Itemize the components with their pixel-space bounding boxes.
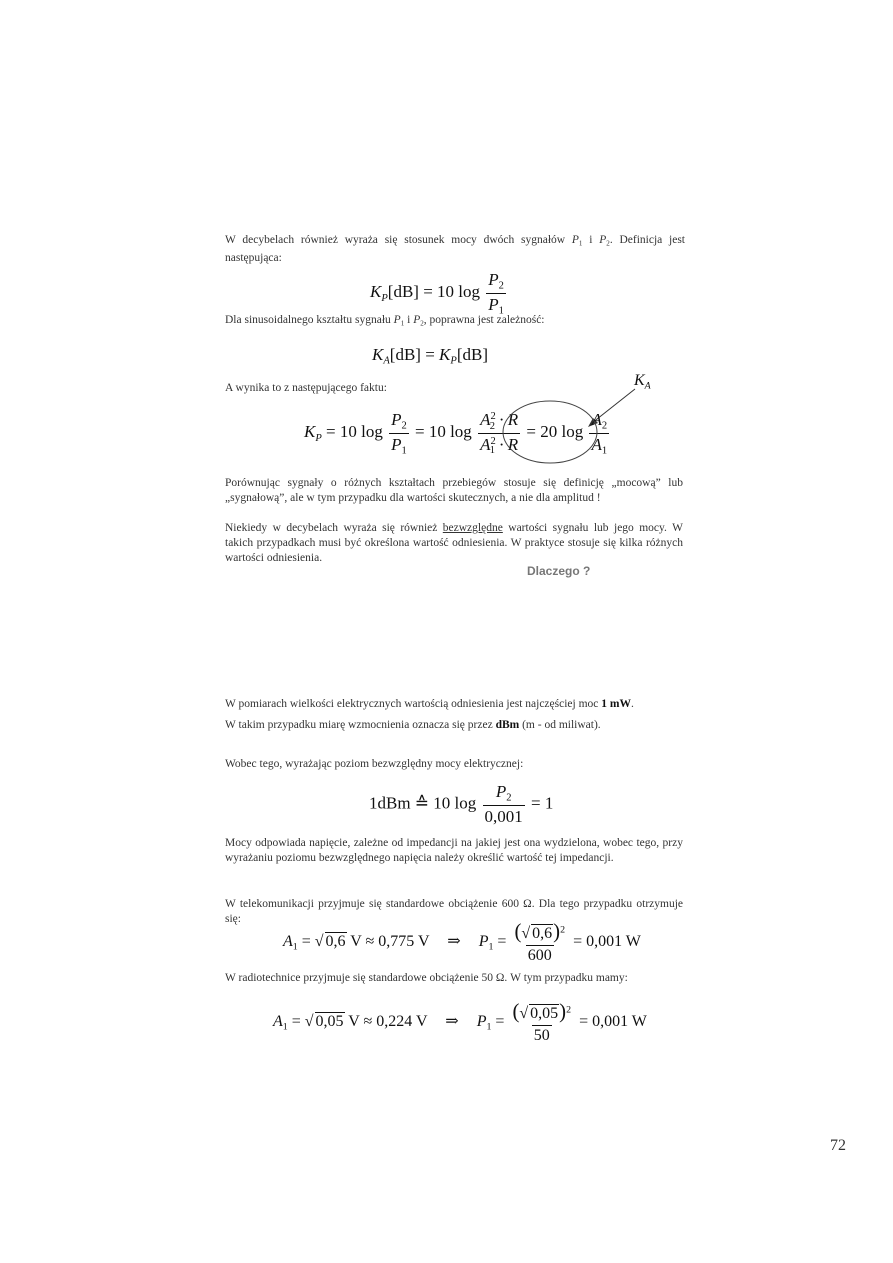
- question-note: Dlaczego ?: [527, 564, 591, 578]
- fraction: $\frac{(√ 0,6)^2}{600}$: [514, 920, 566, 964]
- compare-paragraph: Porównując sygnały o różnych kształtach przebiegów stosuje się definicję „mocową” lub „sygnałową”, ale w tym przypadku dla wartości skutecznych, a nie dla amplitud !: [225, 477, 683, 504]
- absolute-paragraph: Niekiedy w decybelach wyraża się również bezwzględne wartości sygnału lub jego mocy. W takich przypadkach musi być określona wartość odniesienia. W praktyce stosuje się kilka różnych wartości odniesienia.: [225, 522, 683, 564]
- fraction: $\frac{P_2}{0,001}$: [484, 782, 523, 826]
- highlight-ellipse: [500, 398, 600, 466]
- wobec-paragraph: Wobec tego, wyrażając poziom bezwzględny mocy elektrycznej:: [225, 758, 524, 770]
- wynika-paragraph: A wynika to z następującego faktu:: [225, 382, 387, 394]
- equation-derivation: $K_P = 10$ log $\frac{P_2}{P_1}$ = 10 log $\frac{A^2_2 \cdot R}{A^2_1 \cdot R}$ = 20 log $\frac{A_2}{A_1}$: [304, 410, 608, 457]
- sinus-paragraph: Dla sinusoidalnego kształtu sygnału $P_1$ i $P_2$, poprawna jest zależność:: [225, 314, 545, 328]
- measure-paragraph: W pomiarach wielkości elektrycznych wartością odniesienia jest najczęściej moc 1 mW.: [225, 698, 634, 710]
- fraction: $\frac{P_2}{P_1}$: [391, 410, 407, 457]
- voltage-paragraph: Mocy odpowiada napięcie, zależne od impedancji na jakiej jest ona wydzielona, wobec tego, przy wyrażaniu poziomu bezwzględnego napięcia należy określić wartość tej impedancji.: [225, 837, 683, 864]
- fraction: $\frac{P_2}{P_1}$: [488, 270, 504, 317]
- equation-amplitude-equals-power: $K_A[dB] = K_P[dB]$: [372, 345, 488, 367]
- dbm-paragraph: W takim przypadku miarę wzmocnienia oznacza się przez dBm (m - od miliwat).: [225, 719, 601, 731]
- telecom-paragraph: W telekomunikacji przyjmuje się standardowe obciążenie 600 Ω. Dla tego przypadku otrzymuje się:: [225, 898, 683, 925]
- intro-paragraph: W decybelach również wyraża się stosunek mocy dwóch sygnałów $P_1$ i $P_2$. Definicja jest następująca:: [225, 234, 685, 265]
- equation-dbm: 1dBm ≙ 10 log $\frac{P_2}{0,001}$ = 1: [369, 782, 554, 826]
- page-number: 72: [830, 1137, 846, 1154]
- annotation-label: $K_A$: [634, 372, 651, 392]
- fraction: $\frac{(√ 0,05)^2}{50}$: [512, 1000, 572, 1044]
- radio-paragraph: W radiotechnice przyjmuje się standardowe obciążenie 50 Ω. W tym przypadku mamy:: [225, 972, 628, 984]
- equation-radio: $A_1$ = √ 0,05 V ≈ 0,224 V ⇒ $P_1$ = $\frac{(√ 0,05)^2}{50}$ = 0,001 W: [273, 1000, 647, 1044]
- equation-telecom: $A_1$ = √ 0,6 V ≈ 0,775 V ⇒ $P_1$ = $\frac{(√ 0,6)^2}{600}$ = 0,001 W: [283, 920, 641, 964]
- equation-power-gain: $K_P[dB] = 10$ log $\frac{P_2}{P_1}$: [370, 270, 504, 317]
- fraction: $\frac{A_2}{A_1}$: [591, 410, 608, 457]
- fraction: $\frac{A^2_2 \cdot R}{A^2_1 \cdot R}$: [480, 410, 519, 457]
